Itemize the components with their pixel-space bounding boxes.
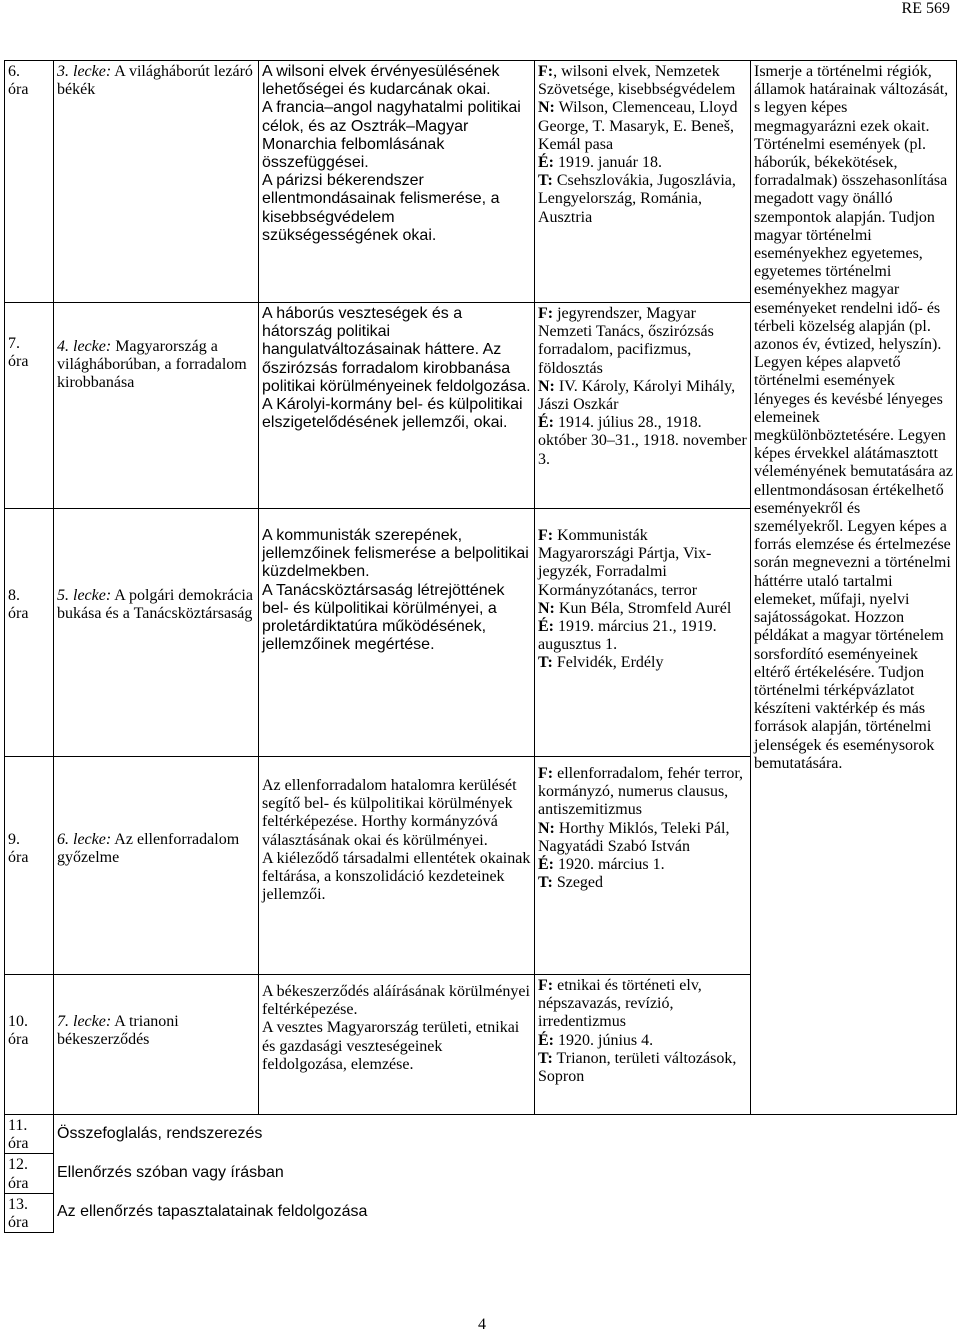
- lesson-goals: A békeszerződés aláírásának körülményei feltérképezése. A vesztes Magyarország területi, etnikai és gazdasági veszteségeinek feldolgozása, elemzése.: [259, 975, 535, 1115]
- lesson-number: 11. óra: [5, 1115, 54, 1154]
- lesson-title: 3. lecke: A világháborút lezáró békék: [54, 61, 259, 303]
- lesson-concepts: F: ellenforradalom, fehér terror, kormányzó, numerus clausus, antiszemitizmus N: Horthy Miklós, Teleki Pál, Nagyatádi Szabó István É: 1920. március 1. T: Szeged: [535, 757, 751, 975]
- lesson-concepts: F: etnikai és történeti elv, népszavazás, revízió, irredentizmus É: 1920. június 4. T: Trianon, területi változások, Sopron: [535, 975, 751, 1115]
- lesson-title: 5. lecke: A polgári demokrácia bukása és a Tanácsköztársaság: [54, 509, 259, 757]
- lesson-concepts: F:, wilsoni elvek, Nemzetek Szövetsége, kisebbségvédelem N: Wilson, Clemenceau, Lloyd George, T. Masaryk, E. Beneš, Kemál pasa É: 1919. január 18. T: Csehszlovákia, Jugoszlávia, Lengyelország, Románia, Ausztria: [535, 61, 751, 303]
- table-row: [5, 1154, 957, 1193]
- page-number: 4: [478, 1316, 486, 1333]
- lesson-number: 6. óra: [5, 61, 54, 303]
- lesson-goals: A wilsoni elvek érvényesülésének lehetőségei és kudarcának okai. A francia–angol nagyhatalmi politikai célok, és az Osztrák–Magyar Monarchia felbomlásának összefüggései. A párizsi békerendszer ellentmondásainak felismerése, a kisebbségvédelem szükségességének okai.: [259, 61, 535, 303]
- lesson-number: 13. óra: [5, 1193, 54, 1232]
- lesson-concepts: F: Kommunisták Magyarországi Pártja, Vix-jegyzék, Forradalmi Kormányzótanács, terror N: Kun Béla, Stromfeld Aurél É: 1919. március 21., 1919. augusztus 1. T: Felvidék, Erdély: [535, 509, 751, 757]
- lesson-concepts: F: jegyrendszer, Magyar Nemzeti Tanács, őszirózsás forradalom, pacifizmus, földosztás N: IV. Károly, Károlyi Mihály, Jászi Oszkár É: 1914. július 28., 1918. október 30–31., 1918. november 3.: [535, 303, 751, 509]
- lesson-number: 8. óra: [5, 509, 54, 757]
- competencies: Ismerje a történelmi régiók, államok határainak változását, s legyen képes megmagyarázni ezek okait. Történelmi események (pl. háborúk, békekötések, forradalmak) összehasonlítása megadott vagy önálló szempontok alapján. Tudjon magyar történelmi eseményekhez egyetemes, egyetemes történelmi eseményekhez magyar eseményeket rendelni idő- és térbeli közelség alapján (pl. azonos év, évtized, helyszín). Legyen képes alapvető történelmi események lényeges és kevésbé lényeges elemeinek megkülönböztetésére. Legyen képes érvekkel alátámasztott véleményének bemutatására az ellentmondásosan értékelhető eseményekről és személyekről. Legyen képes a forrás elemzése és értelmezése során megnevezni a történelmi háttérre utaló tartalmi elemeket, műfaji, nyelvi sajátosságokat. Hozzon példákat a magyar történelem sorsfordító eseményeinek eltérő értékelésére. Tudjon történelmi térképvázlatot készíteni vaktérkép és más források alapján, történelmi jelenségek és eseménysorok bemutatására.: [751, 61, 957, 1115]
- lesson-number: 9. óra: [5, 757, 54, 975]
- table-row: [5, 1193, 957, 1232]
- lesson-plan-table: [4, 60, 957, 1233]
- lesson-goals: A háborús veszteségek és a hátország politikai hangulatváltozásainak háttere. Az őszirózsás forradalom kirobbanása politikai körülményeinek feldolgozása. A Károlyi-kormány bel- és külpolitikai elszigetelődésének jellemzői, okai.: [259, 303, 535, 509]
- lesson-number: 10. óra: [5, 975, 54, 1115]
- table-row: [5, 1115, 957, 1154]
- summary-row-text: Összefoglalás, rendszerezés: [57, 1125, 263, 1142]
- lesson-title: 6. lecke: Az ellenforradalom győzelme: [54, 757, 259, 975]
- review-row-text: Az ellenőrzés tapasztalatainak feldolgozása: [57, 1203, 368, 1221]
- lesson-goals: Az ellenforradalom hatalomra kerülését segítő bel- és külpolitikai körülmények feltérképezése. Horthy kormányzóvá választásának okai és körülményei. A kiéleződő társadalmi ellentétek okainak feltárása, a konszolidáció kezdeteinek jellemzői.: [259, 757, 535, 975]
- lesson-title: 4. lecke: Magyarország a világháborúban, a forradalom kirobbanása: [54, 303, 259, 509]
- lesson-number: 7. óra: [5, 303, 54, 509]
- table-row: [5, 61, 957, 303]
- lesson-goals: A kommunisták szerepének, jellemzőinek felismerése a belpolitikai küzdelmekben. A Tanácsköztársaság létrejöttének bel- és külpolitikai körülményei, a proletárdiktatúra működésének, jellemzőinek megértése.: [259, 509, 535, 757]
- lesson-number: 12. óra: [5, 1154, 54, 1193]
- lesson-title: 7. lecke: A trianoni békeszerződés: [54, 975, 259, 1115]
- assessment-row-text: Ellenőrzés szóban vagy írásban: [57, 1163, 284, 1181]
- document-code: RE 569: [901, 0, 950, 17]
